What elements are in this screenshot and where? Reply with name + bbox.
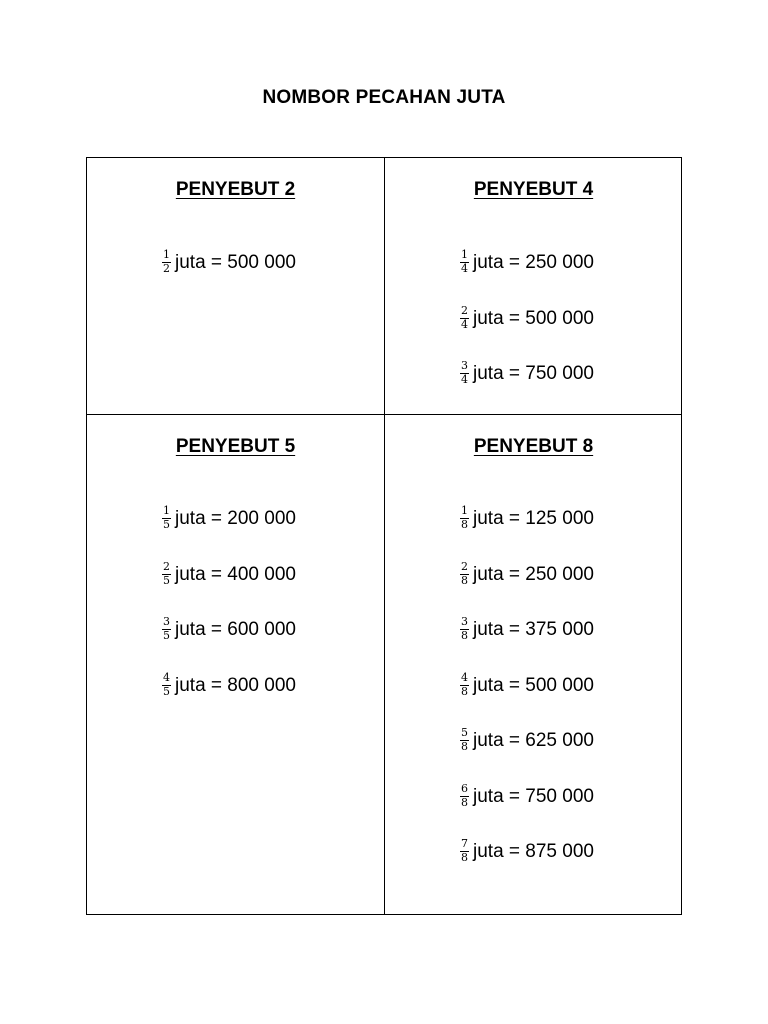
fraction-row [460, 305, 594, 361]
fraction [460, 616, 469, 642]
cell-penyebut-5 [87, 415, 384, 915]
fraction-value: juta = 600 000 [175, 619, 296, 640]
fraction-denominator: 8 [461, 629, 468, 642]
fraction-value: juta = 500 000 [473, 674, 594, 696]
fraction [460, 360, 469, 386]
fraction-denominator: 4 [461, 373, 468, 386]
fraction [162, 561, 171, 587]
fraction-denominator: 8 [461, 740, 468, 753]
fraction-denominator: 5 [163, 518, 170, 531]
fraction-numerator: 4 [163, 670, 170, 684]
fraction-denominator: 8 [461, 573, 468, 587]
fraction-row [162, 616, 296, 672]
fraction-denominator: 5 [163, 684, 170, 698]
fraction [460, 249, 469, 275]
fraction-numerator: 3 [461, 359, 468, 372]
fraction [162, 616, 171, 642]
fraction-row [460, 561, 594, 617]
fraction-row [162, 249, 296, 305]
fraction-numerator: 2 [461, 559, 468, 573]
fraction-numerator: 2 [461, 303, 468, 317]
cell-penyebut-4 [385, 158, 682, 414]
fraction-denominator: 8 [461, 795, 468, 809]
fraction-numerator: 7 [461, 837, 468, 850]
fraction-row [162, 561, 296, 617]
fraction-denominator: 4 [461, 262, 468, 275]
fraction-value: juta = 375 000 [473, 619, 594, 640]
fraction-value: juta = 250 000 [473, 252, 594, 273]
fraction-value: juta = 250 000 [473, 563, 594, 585]
fraction-denominator: 8 [461, 684, 468, 698]
fraction-list [162, 505, 296, 727]
fraction-numerator: 1 [163, 504, 170, 517]
fraction [162, 672, 171, 698]
fraction-row [460, 505, 594, 561]
fraction-value: juta = 875 000 [473, 841, 594, 862]
fraction-value: juta = 750 000 [473, 363, 594, 384]
fraction-value: juta = 500 000 [473, 307, 594, 329]
fraction-numerator: 1 [461, 504, 468, 517]
cell-heading: PENYEBUT 5 [175, 436, 296, 457]
fraction-numerator: 5 [461, 726, 468, 739]
fraction-numerator: 6 [461, 781, 468, 795]
fraction-row [460, 838, 594, 894]
fraction-list [460, 249, 594, 416]
fraction-row [162, 672, 296, 728]
fraction [460, 783, 469, 809]
fraction-denominator: 8 [461, 518, 468, 531]
fraction [460, 305, 469, 331]
fraction-numerator: 3 [461, 615, 468, 628]
fraction-row [162, 505, 296, 561]
fraction-row [460, 783, 594, 839]
fraction [162, 249, 171, 275]
fraction-row [460, 616, 594, 672]
fraction-numerator: 4 [461, 670, 468, 684]
fraction-table [86, 157, 682, 915]
fraction [162, 505, 171, 531]
fraction-denominator: 5 [163, 629, 170, 642]
fraction-list [460, 505, 594, 894]
fraction-value: juta = 400 000 [175, 563, 296, 585]
fraction-value: juta = 800 000 [175, 674, 296, 696]
fraction-numerator: 3 [163, 615, 170, 628]
cell-heading: PENYEBUT 2 [175, 179, 296, 200]
fraction [460, 561, 469, 587]
fraction-value: juta = 500 000 [175, 252, 296, 273]
fraction [460, 727, 469, 753]
fraction-numerator: 1 [461, 248, 468, 261]
fraction-value: juta = 200 000 [175, 508, 296, 529]
cell-penyebut-8 [385, 415, 682, 915]
fraction-numerator: 2 [163, 559, 170, 573]
fraction-value: juta = 625 000 [473, 730, 594, 751]
fraction-row [460, 360, 594, 416]
fraction-list [162, 249, 296, 305]
fraction-denominator: 5 [163, 573, 170, 587]
fraction-value: juta = 125 000 [473, 508, 594, 529]
fraction [460, 838, 469, 864]
fraction-denominator: 8 [461, 851, 468, 864]
fraction-value: juta = 750 000 [473, 785, 594, 807]
cell-penyebut-2 [87, 158, 384, 414]
fraction-row [460, 727, 594, 783]
fraction-numerator: 1 [163, 248, 170, 261]
cell-heading: PENYEBUT 8 [473, 436, 594, 457]
fraction [460, 672, 469, 698]
fraction [460, 505, 469, 531]
fraction-row [460, 249, 594, 305]
cell-heading: PENYEBUT 4 [473, 179, 594, 200]
fraction-row [460, 672, 594, 728]
page-title: NOMBOR PECAHAN JUTA [262, 87, 506, 108]
fraction-denominator: 2 [163, 262, 170, 275]
fraction-denominator: 4 [461, 317, 468, 331]
